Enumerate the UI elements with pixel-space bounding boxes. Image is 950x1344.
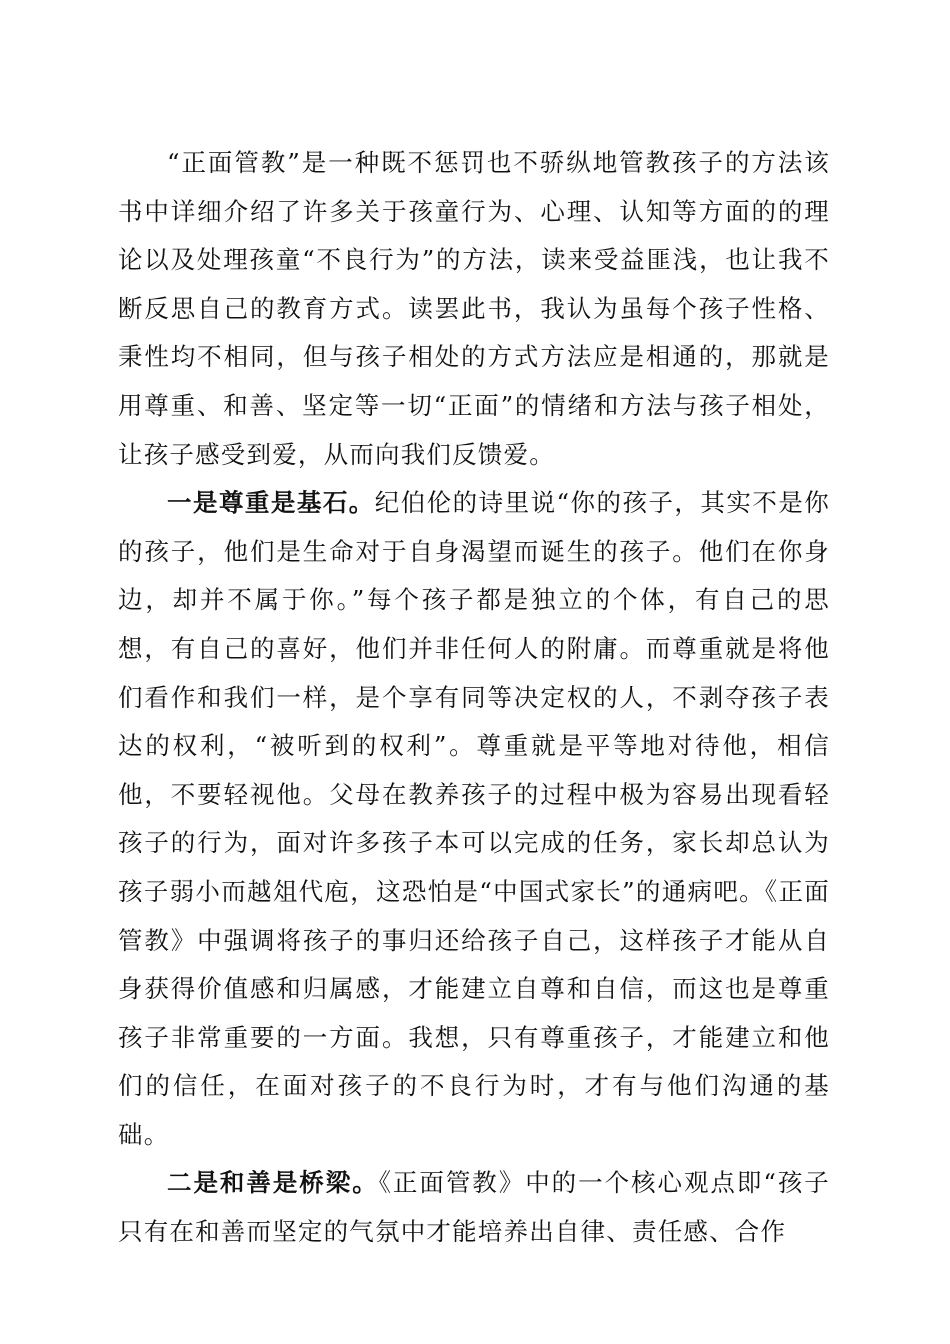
paragraph-intro [118,139,830,479]
paragraph-text: 纪伯伦的诗里说“你的孩子，其实不是你的孩子，他们是生命对于自身渴望而诞生的孩子。他们在你身边，却并不属于你。”每个孩子都是独立的个体，有自己的思想，有自己的喜好，他们并非任何人的附庸。而尊重就是将他们看作和我们一样，是个享有同等决定权的人，不剥夺孩子表达的权利，“被听到的权利”。尊重就是平等地对待他，相信他，不要轻视他。父母在教养孩子的过程中极为容易出现看轻孩子的行为，面对许多孩子本可以完成的任务，家长却总认为孩子弱小而越俎代庖，这恐怕是“中国式家长”的通病吧。《正面管教》中强调将孩子的事归还给孩子自己，这样孩子才能从自身获得价值感和归属感，才能建立自尊和自信，而这也是尊重孩子非常重要的一方面。我想，只有尊重孩子，才能建立和他们的信任，在面对孩子的不良行为时，才有与他们沟通的基础。 [118,488,830,1149]
paragraph-lead: 一是尊重是基石。 [167,488,375,518]
paragraph-respect [118,479,830,1159]
paragraph-text: 《正面管教》中的一个核心观点即“孩子只有在和善而坚定的气氛中才能培养出自律、责任感、合作 [118,1168,830,1247]
paragraph-kindness [118,1159,830,1256]
paragraph-text: “正面管教”是一种既不惩罚也不骄纵地管教孩子的方法该书中详细介绍了许多关于孩童行为、心理、认知等方面的的理论以及处理孩童“不良行为”的方法，读来受益匪浅，也让我不断反思自己的教育方式。读罢此书，我认为虽每个孩子性格、秉性均不相同，但与孩子相处的方式方法应是相通的，那就是用尊重、和善、坚定等一切“正面”的情绪和方法与孩子相处，让孩子感受到爱，从而向我们反馈爱。 [118,148,830,469]
body-text [118,139,830,1257]
paragraph-lead: 二是和善是桥梁。 [167,1168,379,1198]
